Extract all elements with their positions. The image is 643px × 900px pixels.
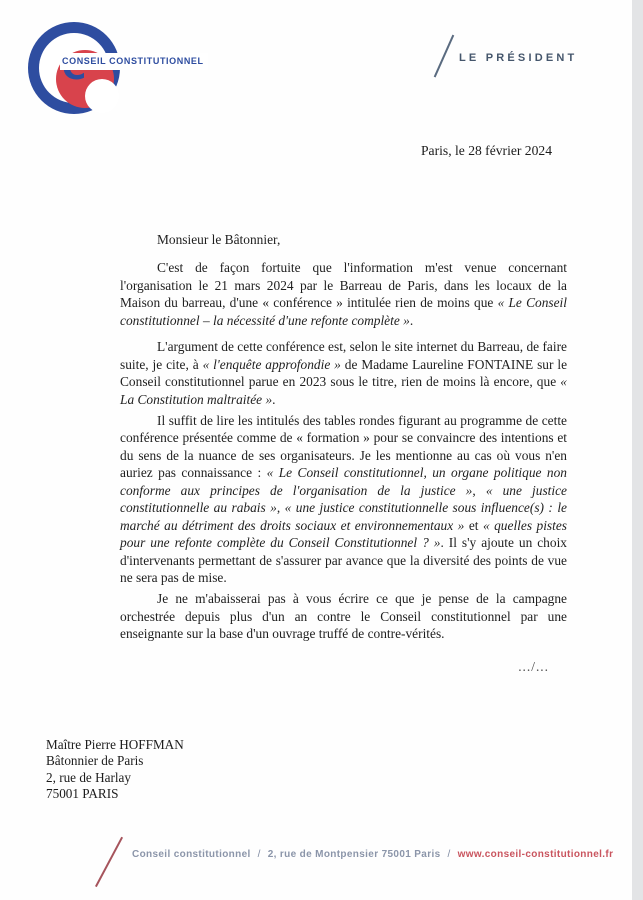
recipient-name: Maître Pierre HOFFMAN bbox=[46, 737, 184, 752]
president-title: LE PRÉSIDENT bbox=[459, 52, 578, 64]
footer-address: 2, rue de Montpensier 75001 Paris bbox=[267, 849, 441, 860]
recipient-city: 75001 PARIS bbox=[46, 786, 119, 802]
date-line: Paris, le 28 février 2024 bbox=[421, 143, 552, 158]
scan-edge-strip bbox=[632, 0, 643, 900]
footer-separator-2: / bbox=[447, 849, 451, 860]
recipient-title: Bâtonnier de Paris bbox=[46, 753, 144, 769]
footer-org: Conseil constitutionnel bbox=[132, 849, 251, 860]
salutation: Monsieur le Bâtonnier, bbox=[157, 232, 281, 247]
conseil-constitutionnel-logo bbox=[28, 22, 228, 114]
footer-website: www.conseil-constitutionnel.fr bbox=[457, 849, 614, 860]
footer-slash-icon bbox=[95, 837, 123, 888]
paragraph-2: L'argument de cette conférence est, selon le site internet du Barreau, de faire suite, je cite, à « l'enquête approfondie » de Madame Laureline FONTAINE sur le Conseil constitutionnel parue en 2023 sous le titre, rien de moins là encore, que « La Constitution maltraitée ». bbox=[120, 339, 568, 407]
paragraph-4: Je ne m'abaisserai pas à vous écrire ce que je pense de la campagne orchestrée depuis plus d'un an contre le Conseil constitutionnel par une enseignante sur la base d'un ouvrage truffé de contre-vérités. bbox=[120, 591, 567, 641]
president-slash-icon bbox=[434, 35, 454, 78]
paragraph-1: C'est de façon fortuite que l'information m'est venue concernant l'organisation le 21 mars 2024 par le Barreau de Paris, dans les locaux de la Maison du barreau, d'une « conférence » intitulée rien de moins que « Le Conseil constitutionnel – la nécessité d'une refonte complète ». bbox=[120, 260, 567, 328]
logo-org-name: CONSEIL CONSTITUTIONNEL bbox=[60, 53, 208, 70]
recipient-address bbox=[46, 737, 184, 803]
paragraph-3: Il suffit de lire les intitulés des tables rondes figurant au programme de cette conférence présentée comme de « formation » pour se convaincre des intentions et du sens de la nuance de ses organisateurs. Je les mentionne au cas où vous n'en auriez pas connaissance : « Le Conseil constitutionnel, un organe politique non conforme aux principes de l'organisation de la justice », « une justice constitutionnelle au rabais », « une justice constitutionnelle sous influence(s) : le marché au détriment des droits sociaux et environnementaux » et « quelles pistes pour une refonte complète du Conseil Constitutionnel ? ». Il s'y ajoute un choix d'intervenants permettant de s'assurer par avance que la diversité des points de vue ne sera pas de mise. bbox=[120, 412, 568, 585]
letter-body bbox=[120, 231, 567, 675]
recipient-street: 2, rue de Harlay bbox=[46, 769, 131, 785]
footer-line bbox=[132, 849, 613, 860]
continuation-mark: .../... bbox=[518, 658, 549, 674]
footer-separator-1: / bbox=[257, 849, 261, 860]
